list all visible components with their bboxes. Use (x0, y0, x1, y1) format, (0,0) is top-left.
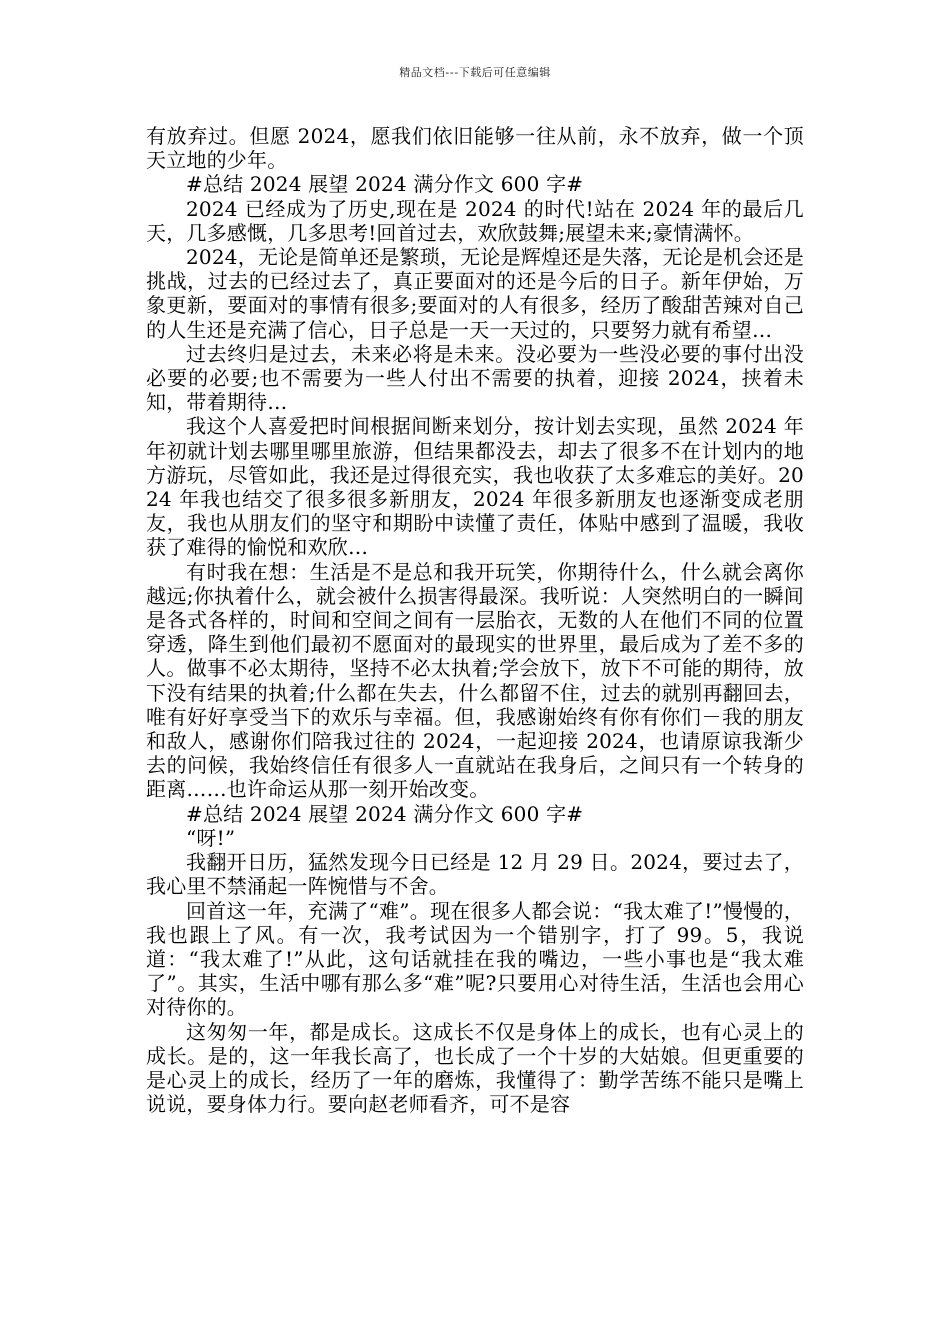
page-header: 精品文档---下载后可任意编辑 (399, 66, 551, 79)
paragraph: 这匆匆一年，都是成长。这成长不仅是身体上的成长，也有心灵上的成长。是的，这一年我长高了，也长成了一个十岁的大姑娘。但更重要的是心灵上的成长，经历了一年的磨炼，我懂得了：勤学苦练不能只是嘴上说说，要身体力行。要向赵老师看齐，可不是容 (146, 1019, 804, 1117)
document-body (146, 124, 804, 1116)
paragraph: 我这个人喜爱把时间根据间断来划分，按计划去实现，虽然 2024 年年初就计划去哪里哪里旅游，但结果都没去，却去了很多不在计划内的地方游玩，尽管如此，我还是过得很充实，我也收获了太多难忘的美好。2024 年我也结交了很多很多新朋友，2024 年很多新朋友也逐渐变成老朋友，我也从朋友们的坚守和期盼中读懂了责任，体贴中感到了温暖，我收获了难得的愉悦和欢欣… (146, 414, 804, 560)
paragraph: 2024 已经成为了历史,现在是 2024 的时代!站在 2024 年的最后几天，几多感慨，几多思考!回首过去，欢欣鼓舞;展望未来;豪情满怀。 (146, 196, 804, 245)
paragraph: 过去终归是过去，未来必将是未来。没必要为一些没必要的事付出没必要的必要;也不需要为一些人付出不需要的执着，迎接 2024，挟着未知，带着期待… (146, 341, 804, 415)
section-heading: #总结 2024 展望 2024 满分作文 600 字# (186, 172, 584, 197)
section-heading: #总结 2024 展望 2024 满分作文 600 字# (186, 801, 584, 826)
paragraph: 有时我在想：生活是不是总和我开玩笑，你期待什么，什么就会离你越远;你执着什么，就会被什么损害得最深。我听说：人突然明白的一瞬间是各式各样的，时间和空间之间有一层胎衣，无数的人在他们不同的位置穿透，降生到他们最初不愿面对的最现实的世界里，最后成为了差不多的人。做事不必太期待，坚持不必太执着;学会放下，放下不可能的期待，放下没有结果的执着;什么都在失去，什么都留不住，过去的就别再翻回去，唯有好好享受当下的欢乐与幸福。但，我感谢始终有你有你们－我的朋友和敌人，感谢你们陪我过往的 2024，一起迎接 2024，也请原谅我渐少去的问候，我始终信任有很多人一直就站在我身后，之间只有一个转身的距离……也许命运从那一刻开始改变。 (146, 559, 804, 802)
paragraph: 回首这一年，充满了“难”。现在很多人都会说：“我太难了!”慢慢的，我也跟上了风。有一次，我考试因为一个错别字，打了 99。5，我说道：“我太难了!”从此，这句话就挂在我的嘴边，一些小事也是“我太难了”。其实，生活中哪有那么多“难”呢?只要用心对待生活，生活也会用心对待你的。 (146, 898, 804, 1020)
paragraph: 2024，无论是简单还是繁琐，无论是辉煌还是失落，无论是机会还是挑战，过去的已经过去了，真正要面对的还是今后的日子。新年伊始，万象更新，要面对的事情有很多;要面对的人有很多，经历了酸甜苦辣对自己的人生还是充满了信心，日子总是一天一天过的，只要努力就有希望… (146, 245, 804, 342)
paragraph: 有放弃过。但愿 2024，愿我们依旧能够一往从前，永不放弃，做一个顶天立地的少年。 (146, 124, 804, 173)
paragraph: 我翻开日历，猛然发现今日已经是 12 月 29 日。2024，要过去了，我心里不禁涌起一阵惋惜与不舍。 (146, 850, 804, 899)
paragraph: “呀!” (186, 825, 236, 850)
